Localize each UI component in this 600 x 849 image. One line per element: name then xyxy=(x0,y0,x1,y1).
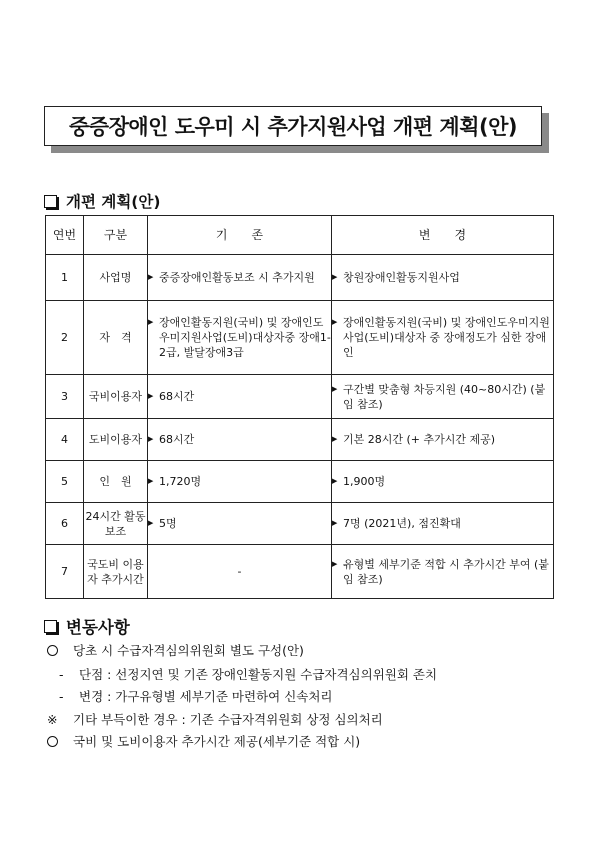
row-existing: - xyxy=(148,545,332,599)
row-existing: ▶ 1,720명 xyxy=(148,461,332,503)
table-row xyxy=(46,375,554,419)
row-category: 사업명 xyxy=(84,255,148,301)
table-row xyxy=(46,461,554,503)
table-row xyxy=(46,301,554,375)
row-existing: ▶ 중증장애인활동보조 시 추가지원 xyxy=(148,255,332,301)
row-change: ▶ 7명 (2021년), 점진확대 xyxy=(332,503,554,545)
page-title: 중증장애인 도우미 시 추가지원사업 개편 계획(안) xyxy=(44,106,542,146)
table-row xyxy=(46,255,554,301)
row-no: 5 xyxy=(46,461,84,503)
header-existing: 기 존 xyxy=(148,216,332,255)
circle-bullet-icon xyxy=(47,731,73,755)
row-change: ▶ 1,900명 xyxy=(332,461,554,503)
plan-table xyxy=(45,215,554,599)
list-item: 국비 및 도비이용자 추가시간 제공(세부기준 적합 시) xyxy=(47,731,567,755)
row-category: 도비이용자 xyxy=(84,419,148,461)
row-category: 인 원 xyxy=(84,461,148,503)
section-heading-text: 개편 계획(안) xyxy=(66,193,161,211)
bullet-triangle-icon: ▶ xyxy=(148,519,154,527)
list-item: - 변경 : 가구유형별 세부기준 마련하여 신속처리 xyxy=(59,689,333,704)
row-category: 국비이용자 xyxy=(84,375,148,419)
row-category: 24시간 활동보조 xyxy=(84,503,148,545)
title-banner xyxy=(44,106,549,152)
bullet-triangle-icon: ▶ xyxy=(332,384,338,393)
list-item: ※ 기타 부득이한 경우 : 기존 수급자격위원회 상정 심의처리 xyxy=(47,711,383,727)
row-existing: ▶ 5명 xyxy=(148,503,332,545)
bullet-triangle-icon: ▶ xyxy=(148,435,154,443)
row-no: 3 xyxy=(46,375,84,419)
list-item: - 단점 : 선정지연 및 기존 장애인활동지원 수급자격심의위원회 존치 xyxy=(59,666,438,682)
section-heading-plan xyxy=(44,190,160,212)
row-existing: ▶ 68시간 xyxy=(148,375,332,419)
list-item: 당초 시 수급자격심의위원회 별도 구성(안) xyxy=(47,640,567,664)
bullet-triangle-icon: ▶ xyxy=(332,273,338,281)
row-no: 6 xyxy=(46,503,84,545)
bullet-triangle-icon: ▶ xyxy=(332,519,338,527)
bullet-triangle-icon: ▶ xyxy=(148,392,154,400)
row-no: 2 xyxy=(46,301,84,375)
row-category: 국도비 이용자 추가시간 xyxy=(84,545,148,599)
header-change: 변 경 xyxy=(332,216,554,255)
bullet-triangle-icon: ▶ xyxy=(332,477,338,485)
row-no: 4 xyxy=(46,419,84,461)
section-heading-text: 변동사항 xyxy=(66,618,130,637)
row-existing: ▶ 68시간 xyxy=(148,419,332,461)
bullet-triangle-icon: ▶ xyxy=(148,318,154,326)
row-change: ▶ 기본 28시간 (+ 추가시간 제공) xyxy=(332,419,554,461)
checkbox-square-icon xyxy=(44,195,57,208)
row-existing: ▶ 장애인활동지원(국비) 및 장애인도우미지원사업(도비)대상자중 장애1-2급, 발달장애3급 xyxy=(148,301,332,375)
row-no: 7 xyxy=(46,545,84,599)
circle-bullet-icon xyxy=(47,640,73,664)
bullet-triangle-icon: ▶ xyxy=(332,559,338,568)
table-row xyxy=(46,545,554,599)
section-heading-changes xyxy=(44,614,130,638)
table-row xyxy=(46,503,554,545)
table-header-row xyxy=(46,216,554,255)
remarks-list xyxy=(47,640,567,755)
row-change: ▶ 유형별 세부기준 적합 시 추가시간 부여 (붙임 참조) xyxy=(332,545,554,599)
row-category: 자 격 xyxy=(84,301,148,375)
bullet-triangle-icon: ▶ xyxy=(332,318,338,326)
row-no: 1 xyxy=(46,255,84,301)
row-change: ▶ 구간별 맞춤형 차등지원 (40~80시간) (붙임 참조) xyxy=(332,375,554,419)
row-change: ▶ 창원장애인활동지원사업 xyxy=(332,255,554,301)
bullet-triangle-icon: ▶ xyxy=(148,273,154,281)
header-no: 연번 xyxy=(46,216,84,255)
bullet-triangle-icon: ▶ xyxy=(148,477,154,485)
row-change: ▶ 장애인활동지원(국비) 및 장애인도우미지원사업(도비)대상자 중 장애정도가 심한 장애인 xyxy=(332,301,554,375)
header-category: 구분 xyxy=(84,216,148,255)
checkbox-square-icon xyxy=(44,620,57,633)
bullet-triangle-icon: ▶ xyxy=(332,435,338,443)
table-row xyxy=(46,419,554,461)
